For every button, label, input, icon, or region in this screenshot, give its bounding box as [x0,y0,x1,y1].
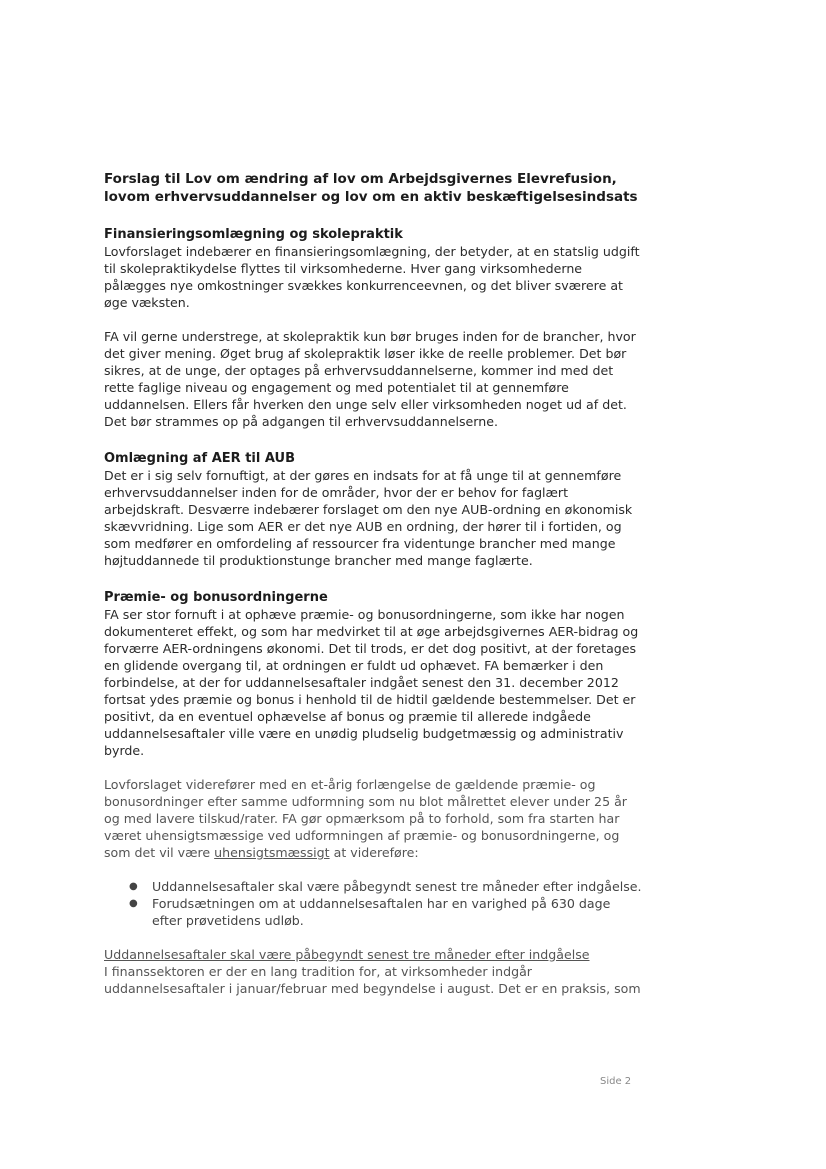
document-page [104,170,644,997]
bullet-icon: ● [129,898,138,909]
list-item-text: Forudsætningen om at uddannelsesaftalen har en varighed på 630 dage efter prøvetidens udløb. [152,896,611,928]
paragraph: Lovforslaget indebærer en finansieringsomlægning, der betyder, at en statslig udgift til skolepraktikydelse flyttes til virksomhederne. Hver gang virksomhederne pålægges nye omkostninger svækkes konkurrenceevnen, og det bliver sværere at øge væksten. [104,244,640,310]
section-heading-finansiering: Finansieringsomlægning og skolepraktik [104,227,403,242]
underlined-word: uhensigtsmæssigt [214,845,330,860]
paragraph-text: at videreføre: [329,845,419,860]
document-title: Forslag til Lov om ændring af lov om Arbejdsgivernes Elevrefusion, lovom erhvervsuddannelser og lov om en aktiv beskæftigelsesindsats [104,171,638,205]
paragraph: FA vil gerne understrege, at skolepraktik kun bør bruges inden for de brancher, hvor det giver mening. Øget brug af skolepraktik løser ikke de reelle problemer. Det bør sikres, at de unge, der optages på erhvervsuddannelserne, kommer ind med det rette faglige niveau og engagement og med potentialet til at gennemføre uddannelsen. Ellers får hverken den unge selv eller virksomheden noget ud af det. Det bør strammes op på adgangen til erhvervsuddannelserne. [104,329,636,429]
paragraph: I finanssektoren er der en lang tradition for, at virksomheder indgår uddannelsesaftaler i januar/februar med begyndelse i august. Det er en praksis, som [104,964,641,996]
section-heading-praemie: Præmie- og bonusordningerne [104,590,328,605]
paragraph [104,776,644,861]
bullet-icon: ● [129,881,138,892]
section-heading-aer-aub: Omlægning af AER til AUB [104,451,295,466]
paragraph: FA ser stor fornuft i at ophæve præmie- og bonusordningerne, som ikke har nogen dokumenteret effekt, og som har medvirket til at øge arbejdsgivernes AER-bidrag og forværre AER-ordningens økonomi. Det til trods, er det dog positivt, at der foretages en glidende overgang til, at ordningen er fuldt ud ophævet. FA bemærker i den forbindelse, at der for uddannelsesaftaler indgået senest den 31. december 2012 fortsat ydes præmie og bonus i henhold til de hidtil gældende bestemmelser. Det er positivt, da en eventuel ophævelse af bonus og præmie til allerede indgåede uddannelsesaftaler ville være en unødig pludselig budgetmæssig og administrativ byrde. [104,607,639,758]
paragraph: Det er i sig selv fornuftigt, at der gøres en indsats for at få unge til at gennemføre erhvervsuddannelser inden for de områder, hvor der er behov for faglært arbejdskraft. Desværre indebærer forslaget om den nye AUB-ordning en økonomisk skævvridning. Lige som AER er det nye AUB en ordning, der hører til i fortiden, og som medfører en omfordeling af ressourcer fra videntunge brancher med mange højtuddannede til produktionstunge brancher med mange faglærte. [104,468,633,568]
paragraph-text: Lovforslaget viderefører med en et-årig forlængelse de gældende præmie- og bonusordninger efter samme udformning som nu blot målrettet elever under 25 år og med lavere tilskud/rater. FA gør opmærksom på to forhold, som fra starten har været uhensigtsmæssige ved udformningen af præmie- og bonusordningerne, og som det vil være [104,777,627,860]
page-number: Side 2 [600,1076,632,1087]
list-item [129,878,644,895]
bullet-list [104,878,644,929]
list-item [129,895,644,929]
list-item-text: Uddannelsesaftaler skal være påbegyndt senest tre måneder efter indgåelse. [152,879,642,894]
subsection-heading-underlined: Uddannelsesaftaler skal være påbegyndt senest tre måneder efter indgåelse [104,947,590,962]
